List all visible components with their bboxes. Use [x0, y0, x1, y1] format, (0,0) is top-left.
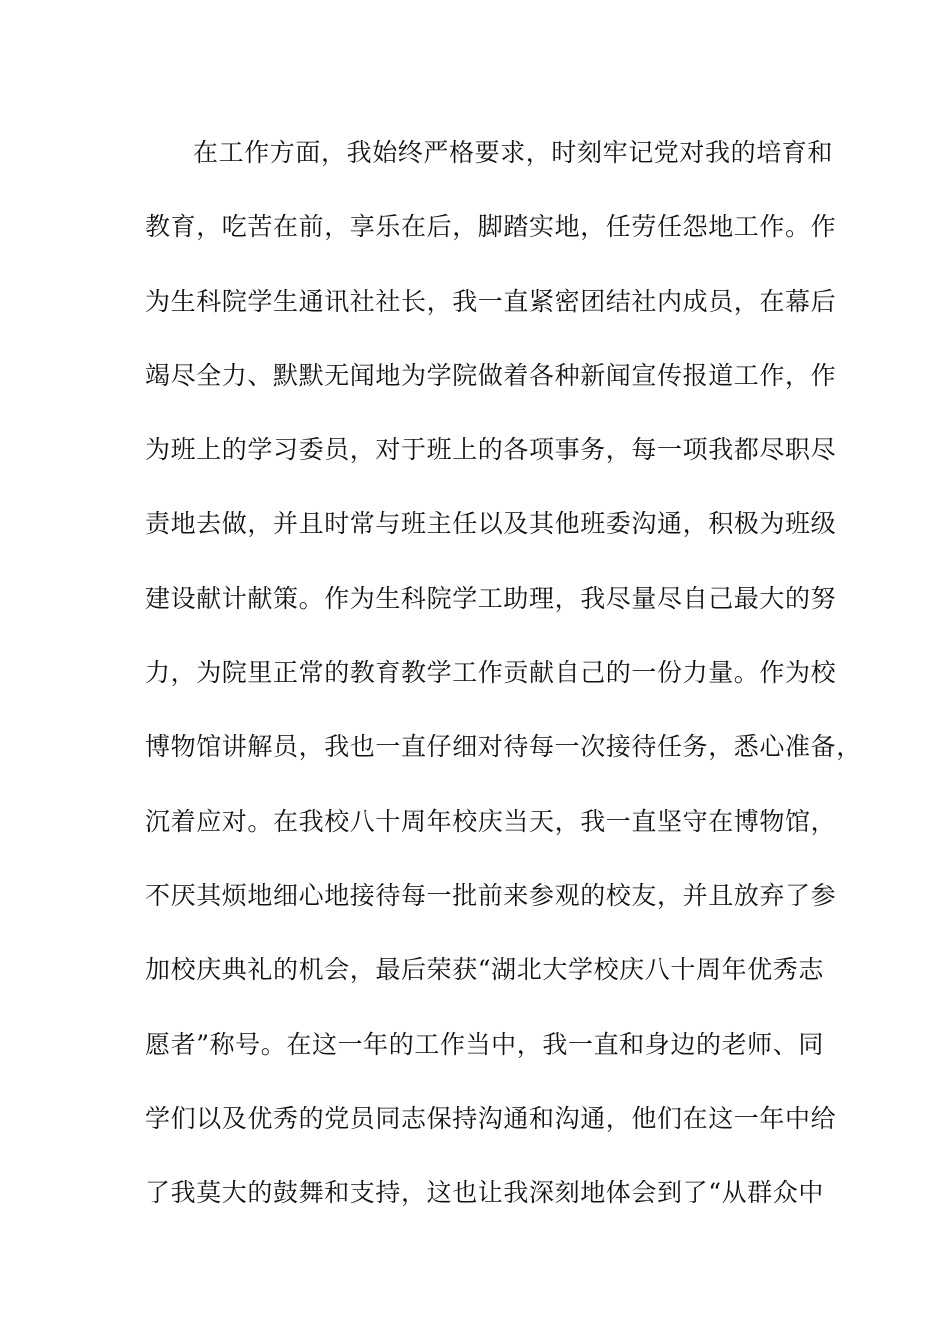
paragraph-line-1: 在工作方面，我始终严格要求，时刻牢记党对我的培育和 [193, 138, 834, 167]
paragraph-line-15: 了我莫大的鼓舞和支持，这也让我深刻地体会到了“从群众中 [145, 1178, 824, 1208]
paragraph-line-13: 愿者”称号。在这一年的工作当中，我一直和身边的老师、同 [145, 1029, 824, 1059]
paragraph-line-4: 竭尽全力、默默无闻地为学院做着各种新闻宣传报道工作，作 [145, 360, 837, 390]
paragraph-line-9: 博物馆讲解员，我也一直仔细对待每一次接待任务，悉心准备， [145, 732, 862, 762]
paragraph-line-12: 加校庆典礼的机会，最后荣获“湖北大学校庆八十周年优秀志 [145, 955, 824, 985]
paragraph-line-5: 为班上的学习委员，对于班上的各项事务，每一项我都尽职尽 [145, 435, 837, 465]
paragraph-line-14: 学们以及优秀的党员同志保持沟通和沟通，他们在这一年中给 [145, 1103, 837, 1133]
paragraph-line-11: 不厌其烦地细心地接待每一批前来参观的校友，并且放弃了参 [145, 880, 837, 910]
paragraph-line-7: 建设献计献策。作为生科院学工助理，我尽量尽自己最大的努 [145, 583, 837, 613]
paragraph-line-2: 教育，吃苦在前，享乐在后，脚踏实地，任劳任怨地工作。作 [145, 212, 837, 242]
body-paragraph [145, 133, 862, 1247]
paragraph-line-8: 力，为院里正常的教育教学工作贡献自己的一份力量。作为校 [145, 658, 837, 688]
paragraph-line-3: 为生科院学生通讯社社长，我一直紧密团结社内成员，在幕后 [145, 286, 837, 316]
paragraph-line-10: 沉着应对。在我校八十周年校庆当天，我一直坚守在博物馆， [145, 806, 837, 836]
paragraph-line-6: 责地去做，并且时常与班主任以及其他班委沟通，积极为班级 [145, 509, 837, 539]
